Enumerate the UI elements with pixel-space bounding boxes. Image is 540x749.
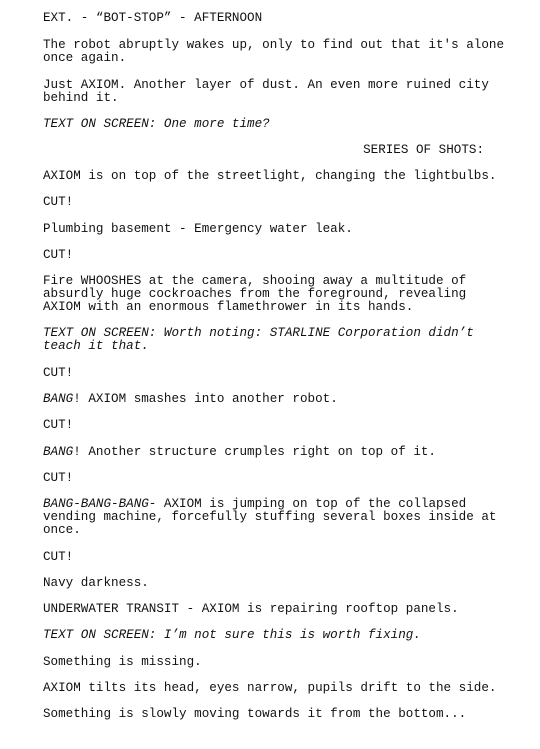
action-line: Plumbing basement - Emergency water leak. [43,222,353,236]
sound-effect: BANG [43,392,74,406]
action-line: behind it. [43,91,119,105]
action-line: AXIOM is on top of the streetlight, changing the lightbulbs. [43,169,497,183]
action-line: AXIOM tilts its head, eyes narrow, pupils drift to the side. [43,681,497,695]
action-line: AXIOM with an enormous flamethrower in its hands. [43,300,414,314]
action-line: absurdly huge cockroaches from the foreground, revealing [43,287,467,301]
scene-heading: EXT. - “BOT-STOP” - AFTERNOON [43,11,263,25]
cut-transition: CUT! [43,418,74,432]
cut-transition: CUT! [43,248,74,262]
action-line: Navy darkness. [43,576,149,590]
action-line [43,446,436,459]
sound-effect: BANG-BANG-BANG- [43,497,157,511]
action-line [43,393,338,406]
on-screen-text: teach it that. [43,339,149,353]
cut-transition: CUT! [43,550,74,564]
action-line: once again. [43,51,127,65]
action-line: The robot abruptly wakes up, only to find out that it's alone [43,38,505,52]
sound-effect: BANG [43,445,74,459]
action-line: UNDERWATER TRANSIT - AXIOM is repairing rooftop panels. [43,602,459,616]
cut-transition: CUT! [43,195,74,209]
action-line: Something is missing. [43,655,202,669]
action-line: vending machine, forcefully stuffing several boxes inside at [43,510,497,524]
action-line: Just AXIOM. Another layer of dust. An even more ruined city [43,78,489,92]
action-line: Fire WHOOSHES at the camera, shooing away a multitude of [43,274,467,288]
action-text: ! Another structure crumples right on top of it. [73,445,436,459]
on-screen-text: TEXT ON SCREEN: I’m not sure this is worth fixing. [43,628,421,642]
on-screen-text: TEXT ON SCREEN: Worth noting: STARLINE Corporation didn’t [43,326,474,340]
action-text: ! AXIOM smashes into another robot. [73,392,338,406]
action-line: Something is slowly moving towards it from the bottom... [43,707,467,721]
action-text: AXIOM is jumping on top of the collapsed [156,497,467,511]
cut-transition: CUT! [43,366,74,380]
on-screen-text: TEXT ON SCREEN: One more time? [43,117,270,131]
cut-transition: CUT! [43,471,74,485]
series-of-shots-heading: SERIES OF SHOTS: [363,143,484,157]
action-line: once. [43,523,81,537]
